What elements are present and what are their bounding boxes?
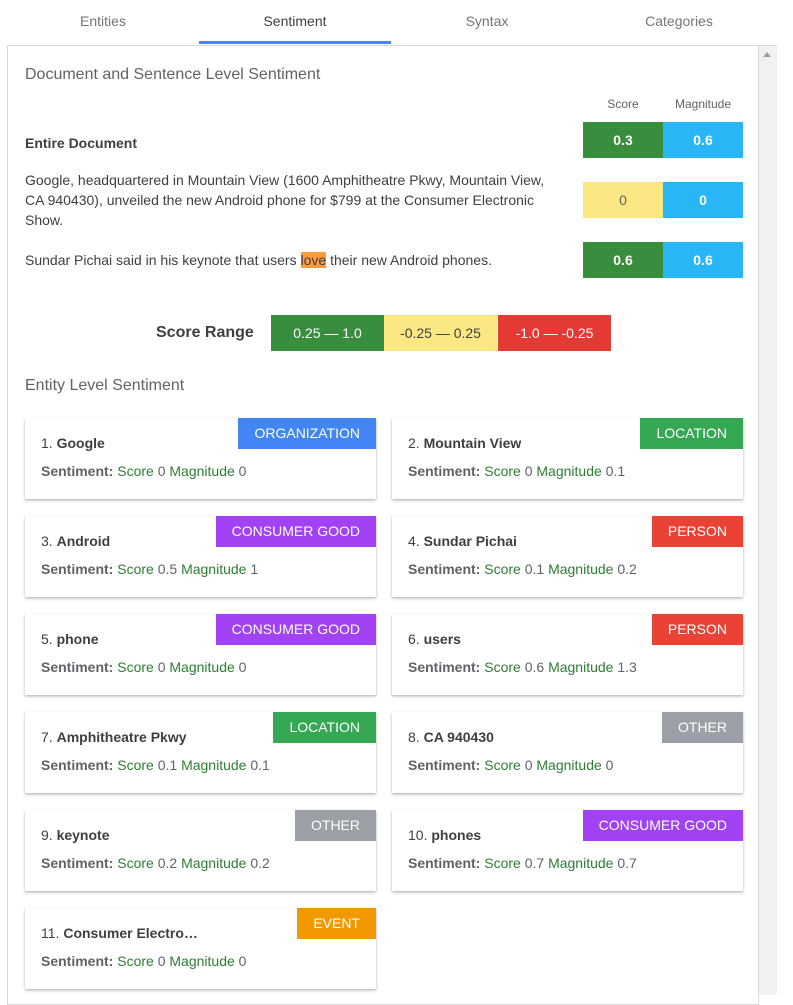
entity-type-badge: OTHER xyxy=(295,810,376,841)
score-key: Score xyxy=(117,953,154,969)
scrollbar-thumb[interactable] xyxy=(761,64,775,994)
entity-card xyxy=(25,516,376,597)
magnitude-key: Magnitude xyxy=(181,757,247,773)
entity-score-value: 0 xyxy=(157,953,166,969)
highlighted-word: love xyxy=(300,252,327,268)
entity-name: Mountain View xyxy=(423,435,522,451)
sentiment-label: Sentiment: xyxy=(41,757,114,773)
entity-name: Sundar Pichai xyxy=(423,533,517,549)
entity-card xyxy=(392,614,743,695)
entity-magnitude-value: 0.1 xyxy=(605,463,626,479)
sentiment-label: Sentiment: xyxy=(408,561,481,577)
entity-score-value: 0 xyxy=(524,463,533,479)
score-column-label: Score xyxy=(607,97,639,111)
entity-score-value: 0 xyxy=(524,757,533,773)
sentence-2-magnitude-cell: 0.6 xyxy=(663,242,743,278)
entity-type-badge: CONSUMER GOOD xyxy=(216,614,376,645)
entity-name: users xyxy=(423,631,461,647)
entity-card xyxy=(392,712,743,793)
entity-number: 2. xyxy=(408,435,420,451)
entity-magnitude-value: 1.3 xyxy=(617,659,637,675)
entity-type-badge: CONSUMER GOOD xyxy=(583,810,743,841)
score-range-label: Score Range xyxy=(156,324,254,341)
magnitude-key: Magnitude xyxy=(536,757,602,773)
sentiment-label: Sentiment: xyxy=(41,463,114,479)
entity-number: 3. xyxy=(41,533,53,549)
sentence-1-magnitude-cell: 0 xyxy=(663,182,743,218)
entity-title xyxy=(408,435,521,451)
sentiment-label: Sentiment: xyxy=(41,561,114,577)
range-negative: -1.0 — -0.25 xyxy=(498,315,611,351)
entity-type-badge: LOCATION xyxy=(273,712,376,743)
entity-title xyxy=(408,533,517,549)
sentence-1-score-cell: 0 xyxy=(583,182,663,218)
entity-name: phones xyxy=(431,827,482,843)
entity-card xyxy=(392,810,743,891)
range-positive: 0.25 — 1.0 xyxy=(271,315,384,351)
entity-number: 11. xyxy=(41,925,60,941)
entity-title xyxy=(41,925,198,941)
entity-sentiment xyxy=(408,855,637,871)
entity-sentiment xyxy=(41,659,246,675)
entity-name: CA 940430 xyxy=(423,729,494,745)
document-score-cell: 0.3 xyxy=(583,122,663,158)
sentiment-label: Sentiment: xyxy=(408,463,481,479)
entity-sentiment xyxy=(41,953,246,969)
entity-number: 8. xyxy=(408,729,420,745)
score-key: Score xyxy=(117,855,154,871)
tab-sentiment[interactable]: Sentiment xyxy=(199,0,391,44)
magnitude-key: Magnitude xyxy=(548,561,614,577)
entity-title xyxy=(41,729,187,745)
sentiment-label: Sentiment: xyxy=(41,855,114,871)
entity-type-badge: CONSUMER GOOD xyxy=(216,516,376,547)
entity-card xyxy=(392,418,743,499)
entity-type-badge: LOCATION xyxy=(640,418,743,449)
entity-sentiment xyxy=(41,561,258,577)
entity-name: keynote xyxy=(56,827,110,843)
magnitude-key: Magnitude xyxy=(548,855,614,871)
entity-sentiment-heading: Entity Level Sentiment xyxy=(25,377,185,394)
entity-score-value: 0.6 xyxy=(524,659,545,675)
range-neutral: -0.25 — 0.25 xyxy=(384,315,497,351)
entity-type-badge: PERSON xyxy=(652,516,743,547)
score-key: Score xyxy=(117,659,154,675)
entity-name: Amphitheatre Pkwy xyxy=(56,729,187,745)
entity-score-value: 0.1 xyxy=(524,561,545,577)
tab-bar xyxy=(7,0,777,46)
tab-entities[interactable]: Entities xyxy=(80,13,126,29)
score-key: Score xyxy=(484,855,521,871)
entity-card xyxy=(25,418,376,499)
scrollbar[interactable] xyxy=(759,45,777,995)
scroll-up-arrow-icon[interactable] xyxy=(763,52,771,57)
sentence-2-text xyxy=(25,250,555,270)
score-key: Score xyxy=(484,463,521,479)
sentiment-label: Sentiment: xyxy=(408,855,481,871)
entity-type-badge: OTHER xyxy=(662,712,743,743)
sentiment-label: Sentiment: xyxy=(41,659,114,675)
magnitude-key: Magnitude xyxy=(169,659,235,675)
entity-sentiment xyxy=(41,855,270,871)
tab-syntax[interactable]: Syntax xyxy=(465,13,509,29)
score-key: Score xyxy=(484,757,521,773)
entity-card xyxy=(392,516,743,597)
entity-title xyxy=(408,827,481,843)
entity-magnitude-value: 0.7 xyxy=(617,855,637,871)
entity-score-value: 0.7 xyxy=(524,855,545,871)
entity-title xyxy=(408,631,461,647)
entity-score-value: 0 xyxy=(157,463,166,479)
sentence-1-text: Google, headquartered in Mountain View (1600 Amphitheatre Pkwy, Mountain View, CA 940430), unveiled the new Android phone for $799 at the Consumer Electronic Show. xyxy=(25,172,545,228)
entity-magnitude-value: 0 xyxy=(238,463,247,479)
entity-sentiment xyxy=(408,757,613,773)
entity-score-value: 0.2 xyxy=(157,855,178,871)
entity-card xyxy=(25,712,376,793)
magnitude-key: Magnitude xyxy=(169,953,235,969)
entity-name: Google xyxy=(56,435,105,451)
magnitude-key: Magnitude xyxy=(548,659,614,675)
entity-number: 7. xyxy=(41,729,53,745)
entity-sentiment xyxy=(41,757,270,773)
entity-number: 10. xyxy=(408,827,428,843)
entity-title xyxy=(41,533,110,549)
document-row-label: Entire Document xyxy=(25,135,138,151)
entity-magnitude-value: 0.2 xyxy=(250,855,270,871)
entity-magnitude-value: 0.1 xyxy=(250,757,270,773)
entity-magnitude-value: 0 xyxy=(605,757,614,773)
tab-categories[interactable]: Categories xyxy=(645,13,713,29)
entity-title xyxy=(41,827,110,843)
sentence-2-score-cell: 0.6 xyxy=(583,242,663,278)
score-key: Score xyxy=(484,659,521,675)
sentence-2-text-before: Sundar Pichai said in his keynote that users xyxy=(25,252,301,268)
magnitude-key: Magnitude xyxy=(169,463,235,479)
magnitude-key: Magnitude xyxy=(181,561,247,577)
entity-name: Android xyxy=(56,533,111,549)
entity-name: Consumer Electro… xyxy=(63,925,198,941)
entity-sentiment xyxy=(408,463,625,479)
sentiment-label: Sentiment: xyxy=(408,757,481,773)
entity-magnitude-value: 0.2 xyxy=(617,561,637,577)
entity-title xyxy=(41,631,99,647)
entity-number: 6. xyxy=(408,631,420,647)
score-key: Score xyxy=(484,561,521,577)
entity-number: 5. xyxy=(41,631,53,647)
entity-number: 4. xyxy=(408,533,420,549)
magnitude-key: Magnitude xyxy=(181,855,247,871)
entity-magnitude-value: 1 xyxy=(250,561,259,577)
sentiment-label: Sentiment: xyxy=(41,953,114,969)
entity-score-value: 0.5 xyxy=(157,561,178,577)
entity-sentiment xyxy=(41,463,246,479)
sentence-2-text-after: their new Android phones. xyxy=(326,252,492,268)
entity-title xyxy=(408,729,494,745)
sentiment-panel xyxy=(7,45,759,1005)
entity-type-badge: ORGANIZATION xyxy=(238,418,376,449)
entity-magnitude-value: 0 xyxy=(238,953,247,969)
entity-sentiment xyxy=(408,659,637,675)
magnitude-key: Magnitude xyxy=(536,463,602,479)
score-key: Score xyxy=(117,463,154,479)
entity-number: 9. xyxy=(41,827,53,843)
entity-title xyxy=(41,435,105,451)
entity-magnitude-value: 0 xyxy=(238,659,247,675)
entity-score-value: 0 xyxy=(157,659,166,675)
entity-sentiment xyxy=(408,561,637,577)
magnitude-column-label: Magnitude xyxy=(674,97,732,111)
entity-number: 1. xyxy=(41,435,53,451)
score-key: Score xyxy=(117,561,154,577)
document-magnitude-cell: 0.6 xyxy=(663,122,743,158)
document-sentiment-heading: Document and Sentence Level Sentiment xyxy=(25,66,321,83)
entity-card xyxy=(25,614,376,695)
score-key: Score xyxy=(117,757,154,773)
entity-score-value: 0.1 xyxy=(157,757,178,773)
entity-type-badge: PERSON xyxy=(652,614,743,645)
entity-name: phone xyxy=(56,631,99,647)
entity-card xyxy=(25,908,376,989)
entity-card xyxy=(25,810,376,891)
entity-type-badge: EVENT xyxy=(297,908,376,939)
sentiment-label: Sentiment: xyxy=(408,659,481,675)
